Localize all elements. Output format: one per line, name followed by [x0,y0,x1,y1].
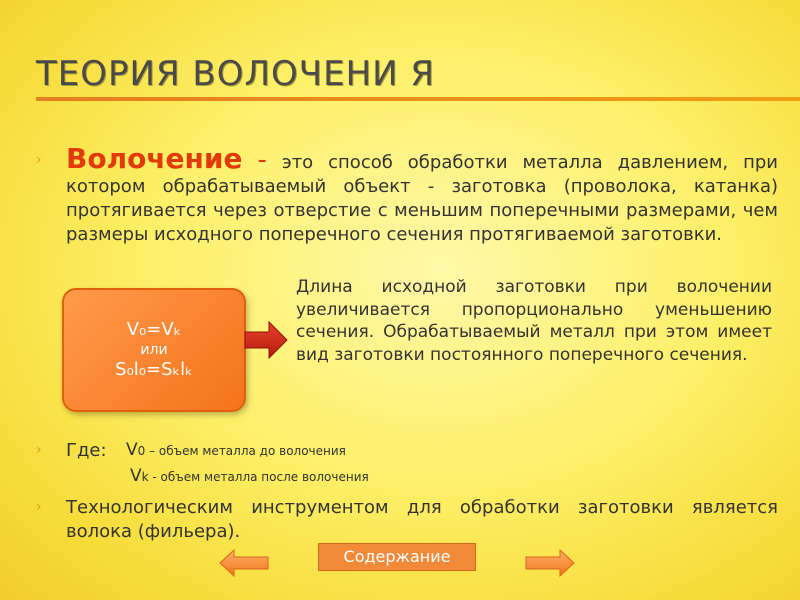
vk-text: - объем металла после волочения [148,470,369,484]
vk-definition [130,466,369,486]
v0-subscript: 0 [137,444,146,458]
slide-title: ТЕОРИЯ ВОЛОЧЕНИ Я [36,54,436,94]
bullet-icon: › [36,152,42,168]
formula-length: S₀l₀=Sₖlₖ [115,359,193,380]
vk-symbol: V [130,466,142,486]
bullet-icon: › [36,442,42,458]
v0-text: – объем металла до волочения [145,444,346,458]
arrow-left-icon[interactable] [218,548,270,578]
vk-subscript: k [141,470,149,484]
description-text: Длина исходной заготовки при волочении увеличивается пропорционально уменьшению сечения. Обрабатываемый металл при этом имеет вид заготовки постоянного поперечного сечения. [296,277,772,365]
bullet-icon: › [36,499,42,515]
arrow-right-icon[interactable] [524,548,576,578]
formula-or: или [140,342,168,358]
red-arrow-icon [243,320,289,360]
title-underline [36,97,800,101]
definition-term: Волочение [66,142,243,175]
definition-dash: - [257,145,267,175]
tool-text: Технологическим инструментом для обработки заготовки является волока (фильера). [66,497,778,542]
v0-symbol: V [126,440,138,460]
where-label: Где: [66,440,107,461]
contents-button[interactable]: Содержание [318,543,476,571]
formula-box [62,288,246,412]
definition-paragraph [66,142,778,247]
v0-definition [126,440,346,460]
formula-volume: V₀=Vₖ [126,319,182,340]
definition-text: это способ обработки металла давлением, при котором обрабатываемый объект - заготовка (проволока, катанка) протягивается через отверстие с меньшим поперечными размерами, чем размеры исходного поперечного сечения протягиваемой заготовки. [66,152,778,245]
